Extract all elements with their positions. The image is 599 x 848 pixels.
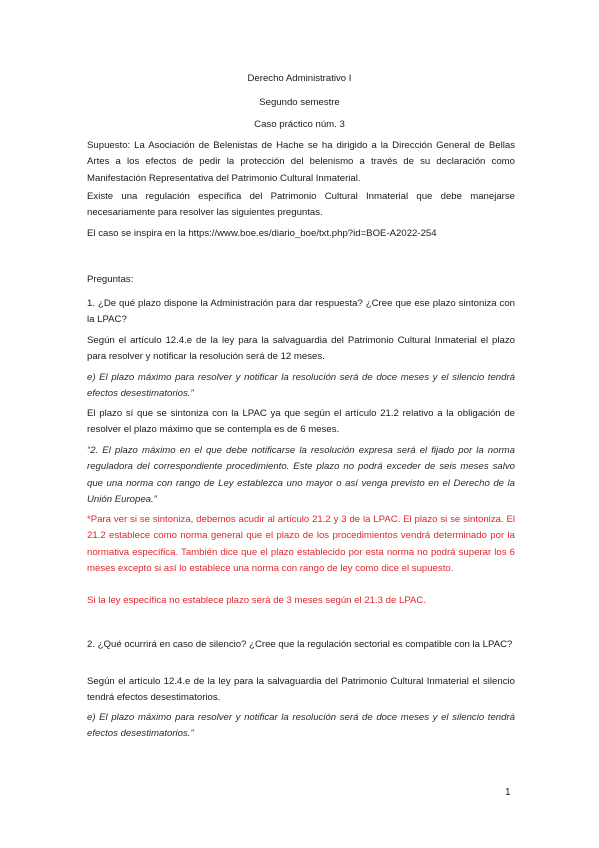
semester-label: Segundo semestre (259, 97, 340, 108)
q1-quote-2: “2. El plazo máximo en el que debe notificarse la resolución expresa será el fijado por la norma reguladora del correspondiente procedimiento. Este plazo no podrá exceder de seis meses salvo que una norma con rango de Ley establezca uno mayor o así venga previsto en el Derecho de la Unión Europea.” (87, 445, 515, 505)
case-title: Caso práctico núm. 3 (254, 119, 345, 130)
inspira-paragraph: El caso se inspira en la https://www.boe.es/diario_boe/txt.php?id=BOE-A2022-254 (87, 228, 437, 239)
supuesto-paragraph: Supuesto: La Asociación de Belenistas de Hache se ha dirigido a la Dirección General de Bellas Artes a los efectos de pedir la protección del belenismo a través de su declaración como Manifestación Representativa del Patrimonio Cultural Inmaterial. (87, 140, 515, 184)
q1-correction-1: *Para ver si se sintoniza, debemos acudir al artículo 21.2 y 3 de la LPAC. El plazo si se sintoniza. El 21.2 establece como norma general que el plazo de los procedimientos vendrá determinado por la normativa específica. También dice que el plazo establecido por esta norma no podrá superar los 6 meses excepto si así lo establece una norma con rango de ley como dice el supuesto. (87, 514, 515, 574)
question-1: 1. ¿De qué plazo dispone la Administración para dar respuesta? ¿Cree que ese plazo sintoniza con la LPAC? (87, 298, 515, 326)
preguntas-heading: Preguntas: (87, 274, 134, 285)
q2-answer-1: Según el artículo 12.4.e de la ley para la salvaguardia del Patrimonio Cultural Inmaterial el silencio tendrá efectos desestimatorios. (87, 676, 515, 704)
course-title: Derecho Administrativo I (247, 73, 352, 84)
q1-answer-2: El plazo sí que se sintoniza con la LPAC ya que según el artículo 21.2 relativo a la obligación de resolver el plazo máximo que se contempla es de 6 meses. (87, 408, 515, 436)
page-number: 1 (505, 787, 511, 798)
q1-quote-1: e) El plazo máximo para resolver y notificar la resolución será de doce meses y el silencio tendrá efectos desestimatorios.” (87, 372, 515, 400)
question-2: 2. ¿Qué ocurrirá en caso de silencio? ¿Cree que la regulación sectorial es compatible con la LPAC? (87, 639, 513, 650)
q1-answer-1: Según el artículo 12.4.e de la ley para la salvaguardia del Patrimonio Cultural Inmaterial el plazo para resolver y notificar la resolución será de 12 meses. (87, 335, 515, 363)
regulacion-paragraph: Existe una regulación específica del Patrimonio Cultural Inmaterial que debe manejarse necesariamente para resolver las siguientes preguntas. (87, 191, 515, 219)
q2-quote-1: e) El plazo máximo para resolver y notificar la resolución será de doce meses y el silencio tendrá efectos desestimatorios.” (87, 712, 515, 740)
q1-correction-2: Si la ley específica no establece plazo será de 3 meses según el 21.3 de LPAC. (87, 595, 427, 606)
